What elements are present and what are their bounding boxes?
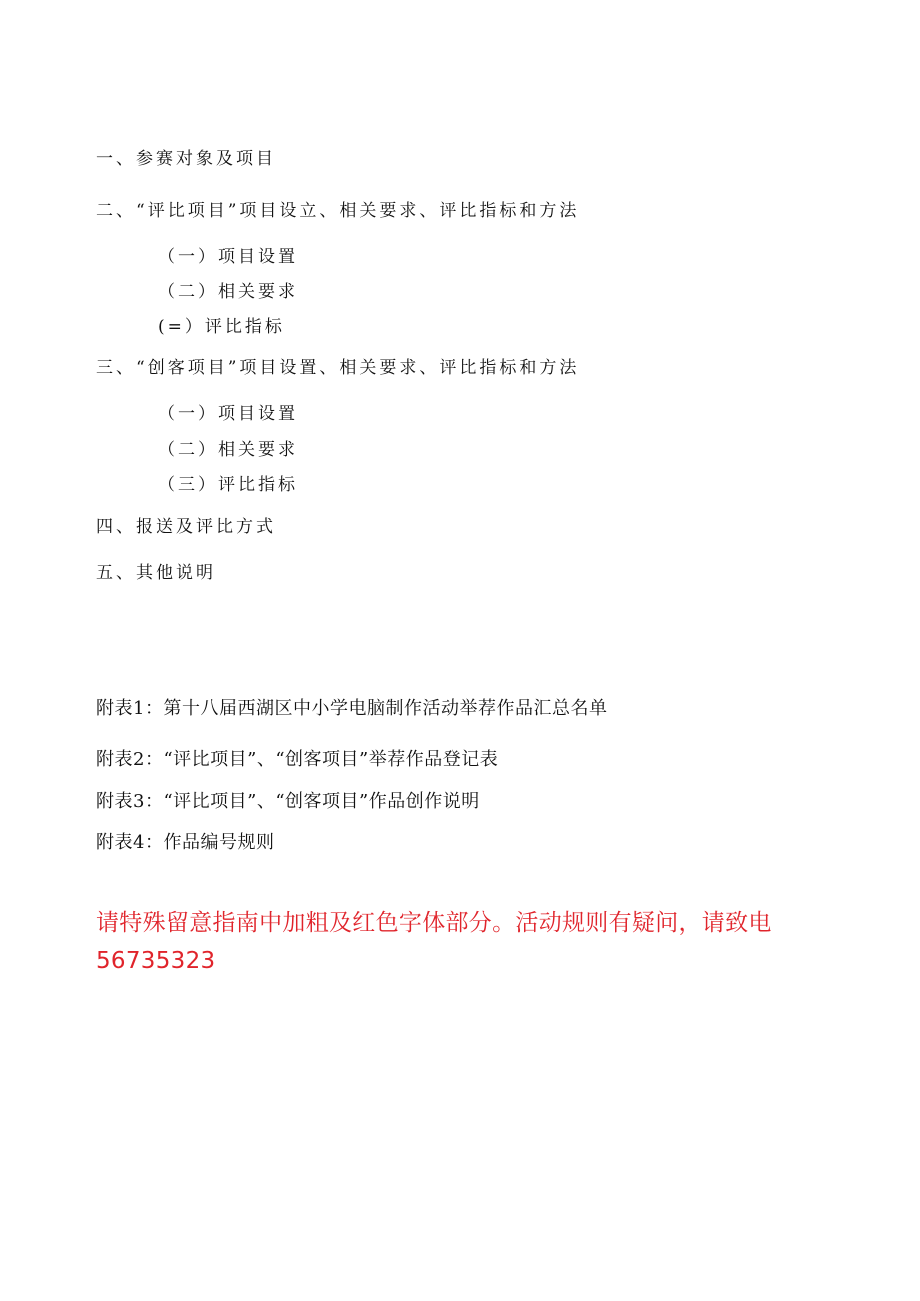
red-notice: 请特殊留意指南中加粗及红色字体部分。活动规则有疑问，请致电56735323 <box>96 910 772 974</box>
toc-section-2: 二、“评比项目”项目设立、相关要求、评比指标和方法 <box>96 201 580 221</box>
toc-section-5: 五、其他说明 <box>96 563 216 583</box>
toc-section-3-item-2: （二）相关要求 <box>158 440 298 460</box>
appendix-2: 附表2：“评比项目”、“创客项目”举荐作品登记表 <box>96 749 499 770</box>
toc-section-3-item-1: （一）项目设置 <box>158 404 298 424</box>
toc-section-2-item-3: (=）评比指标 <box>158 317 285 337</box>
toc-section-1: 一、参赛对象及项目 <box>96 149 276 169</box>
toc-section-2-item-2: （二）相关要求 <box>158 282 298 302</box>
appendix-3: 附表3：“评比项目”、“创客项目”作品创作说明 <box>96 791 480 812</box>
appendix-1: 附表1：第十八届西湖区中小学电脑制作活动举荐作品汇总名单 <box>96 698 608 719</box>
appendix-4: 附表4：作品编号规则 <box>96 832 275 853</box>
toc-section-4: 四、报送及评比方式 <box>96 517 276 537</box>
toc-section-2-item-1: （一）项目设置 <box>158 247 298 267</box>
toc-section-3: 三、“创客项目”项目设置、相关要求、评比指标和方法 <box>96 358 580 378</box>
toc-section-3-item-3: （三）评比指标 <box>158 475 298 495</box>
